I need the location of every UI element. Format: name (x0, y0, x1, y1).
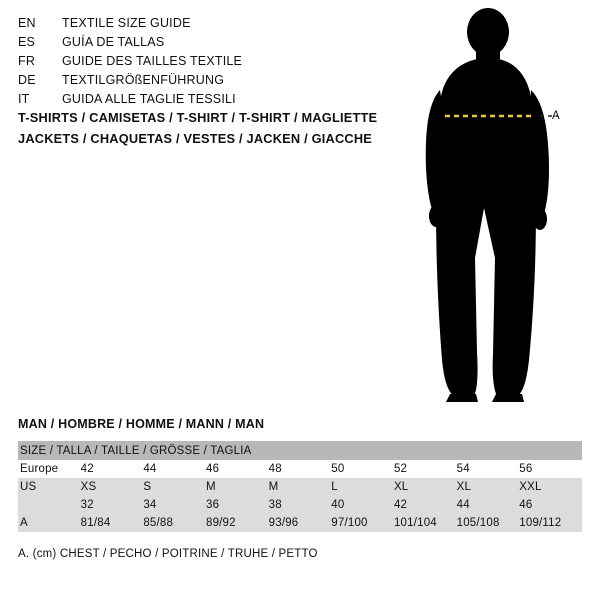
cell: 40 (331, 496, 394, 514)
table-row (18, 478, 582, 496)
cell: 42 (81, 460, 144, 478)
cell: 46 (519, 496, 582, 514)
size-table (18, 441, 582, 532)
row-label (18, 496, 81, 514)
cell: 42 (394, 496, 457, 514)
cell: 101/104 (394, 514, 457, 532)
cell: XL (394, 478, 457, 496)
language-row (18, 73, 348, 92)
cell: 97/100 (331, 514, 394, 532)
cell: 44 (143, 460, 206, 478)
cell: 93/96 (269, 514, 332, 532)
cell: XXL (519, 478, 582, 496)
cell: 109/112 (519, 514, 582, 532)
cell: S (143, 478, 206, 496)
silhouette-svg (400, 8, 600, 408)
category-jackets: JACKETS / CHAQUETAS / VESTES / JACKEN / GIACCHE (18, 131, 373, 146)
cell: M (269, 478, 332, 496)
table-header-label: SIZE / TALLA / TAILLE / GRÖSSE / TAGLIA (18, 441, 582, 460)
language-text: TEXTILE SIZE GUIDE (62, 16, 191, 30)
row-label: Europe (18, 460, 81, 478)
footnote-chest: A. (cm) CHEST / PECHO / POITRINE / TRUHE / PETTO (18, 548, 318, 560)
language-text: TEXTILGRÖßENFÜHRUNG (62, 73, 225, 87)
cell: 46 (206, 460, 269, 478)
cell: 36 (206, 496, 269, 514)
cell: 38 (269, 496, 332, 514)
cell: 56 (519, 460, 582, 478)
table-row (18, 460, 582, 478)
language-code: DE (18, 73, 36, 87)
language-text: GUÍA DE TALLAS (62, 35, 165, 49)
cell: 54 (457, 460, 520, 478)
cell: 105/108 (457, 514, 520, 532)
language-text: GUIDA ALLE TAGLIE TESSILI (62, 92, 236, 106)
cell: 34 (143, 496, 206, 514)
table-header-row (18, 441, 582, 460)
cell: L (331, 478, 394, 496)
cell: M (206, 478, 269, 496)
language-row (18, 54, 348, 73)
language-code: ES (18, 35, 36, 49)
cell: 32 (81, 496, 144, 514)
cell: 50 (331, 460, 394, 478)
language-text: GUIDE DES TAILLES TEXTILE (62, 54, 243, 68)
cell: 81/84 (81, 514, 144, 532)
cell: 89/92 (206, 514, 269, 532)
category-tshirts: T-SHIRTS / CAMISETAS / T-SHIRT / T-SHIRT / MAGLIETTE (18, 110, 378, 125)
measure-label-a: A (552, 110, 561, 122)
table-row (18, 514, 582, 532)
language-row (18, 35, 348, 54)
row-label: A (18, 514, 81, 532)
language-row (18, 16, 348, 35)
cell: 48 (269, 460, 332, 478)
cell: XL (457, 478, 520, 496)
language-row (18, 92, 348, 111)
male-silhouette-figure (400, 8, 600, 408)
table-row (18, 496, 582, 514)
language-code: FR (18, 54, 36, 68)
cell: XS (81, 478, 144, 496)
row-label: US (18, 478, 81, 496)
category-headings (18, 110, 378, 152)
language-list (18, 16, 348, 111)
cell: 44 (457, 496, 520, 514)
cell: 52 (394, 460, 457, 478)
language-code: EN (18, 16, 36, 30)
cell: 85/88 (143, 514, 206, 532)
section-heading-man: MAN / HOMBRE / HOMME / MANN / MAN (18, 417, 265, 431)
language-code: IT (18, 92, 30, 106)
